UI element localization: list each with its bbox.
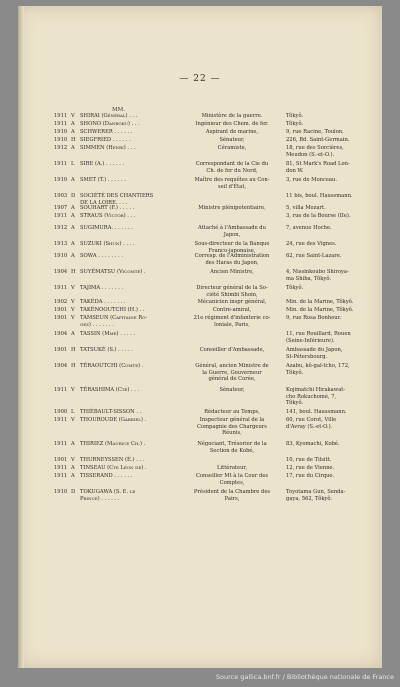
grade-cell: H bbox=[71, 363, 76, 369]
grade-cell: A bbox=[71, 241, 75, 247]
title-cell: Mécanicien inspr général, bbox=[197, 299, 267, 305]
grade-cell: L bbox=[71, 161, 75, 167]
address-cell: 81, St Mark's Road Lon- don W. bbox=[286, 161, 350, 174]
grade-cell: V bbox=[71, 307, 75, 313]
address-cell: Tôkyô. bbox=[286, 285, 304, 291]
grade-cell: H bbox=[71, 137, 76, 143]
grade-cell: A bbox=[71, 441, 75, 447]
name-cell: SUYÉMATSU (Vicomte) . bbox=[80, 269, 146, 275]
year-cell: 1907 bbox=[54, 205, 68, 211]
title-cell: Contre-amiral, bbox=[212, 307, 252, 313]
name-cell: TASSIN (Mme) . . . . . bbox=[80, 331, 136, 337]
title-cell: Ingénieur des Chem. de fer. bbox=[195, 121, 269, 127]
year-cell: 1911 bbox=[54, 473, 68, 479]
title-cell: Rédacteur au Temps, bbox=[204, 409, 260, 415]
name-cell: SMET (T.) . . . . . . bbox=[80, 177, 126, 183]
grade-cell: A bbox=[71, 225, 75, 231]
name-cell: SIMMEN (Henri) . . . bbox=[80, 145, 136, 151]
address-cell: Tôkyô. bbox=[286, 113, 304, 119]
grade-cell: A bbox=[71, 331, 75, 337]
name-cell: SOCIÉTÉ DES CHANTIERS DE LA LOIRE. . . . bbox=[80, 193, 154, 206]
year-cell: 1911 bbox=[54, 441, 68, 447]
title-cell: Maître des requêtes au Con- seil d'État, bbox=[194, 177, 270, 190]
grade-cell: A bbox=[71, 121, 75, 127]
year-cell: 1910 bbox=[54, 129, 68, 135]
grade-cell: A bbox=[71, 473, 75, 479]
year-cell: 1911 bbox=[54, 213, 68, 219]
grade-cell: V bbox=[71, 299, 75, 305]
title-cell: Conseiller Mt à la Cour des Comptes, bbox=[195, 473, 269, 486]
year-cell: 1904 bbox=[54, 269, 68, 275]
name-cell: TAKÉNOOUTCHI (H.) . . bbox=[80, 307, 145, 313]
address-cell: 62, rue Saint-Lazare. bbox=[286, 253, 342, 259]
title-cell: Sous-directeur de la Banque Franco-japonaise, bbox=[194, 241, 270, 254]
grade-cell: A bbox=[71, 145, 75, 151]
name-cell: SIEGFRIED . . . . . . bbox=[80, 137, 131, 143]
title-cell: Céramiste, bbox=[217, 145, 247, 151]
year-cell: 1903 bbox=[54, 193, 68, 199]
name-cell: THIRIEZ (Maurice Ch.) . bbox=[80, 441, 146, 447]
address-cell: Min. de la Marine, Tôkyô. bbox=[286, 299, 354, 305]
name-cell: SOWA . . . . . . . . bbox=[80, 253, 124, 259]
year-cell: 1913 bbox=[54, 241, 68, 247]
source-footer: Source gallica.bnf.fr / Bibliothèque nationale de France bbox=[215, 673, 394, 681]
address-cell: 5, villa Mozart. bbox=[286, 205, 326, 211]
name-cell: TAJIMA . . . . . . . bbox=[80, 285, 124, 291]
address-cell: 24, rue des Vignes. bbox=[286, 241, 337, 247]
year-cell: 1901 bbox=[54, 347, 68, 353]
title-cell: Général, ancien Ministre de la Guerre, Gouverneur général de Corée, bbox=[195, 363, 269, 383]
year-cell: 1900 bbox=[54, 409, 68, 415]
address-cell: 10, rue de Tilsitt. bbox=[286, 457, 332, 463]
grade-cell: L bbox=[71, 409, 75, 415]
year-cell: 1911 bbox=[54, 285, 68, 291]
address-cell: 4, Nissinkoubo Shiroya- ma Shiba, Tôkyô. bbox=[286, 269, 349, 282]
grade-cell: A bbox=[71, 177, 75, 183]
year-cell: 1902 bbox=[54, 299, 68, 305]
document-page bbox=[18, 6, 382, 668]
address-cell: Kojimatchi Hirakawat- cho Rokuchomé, 7, Tôkyô. bbox=[286, 387, 346, 407]
year-cell: 1911 bbox=[54, 417, 68, 423]
year-cell: 1910 bbox=[54, 489, 68, 495]
header-label: MM. bbox=[112, 107, 126, 113]
title-cell: 21e régiment d'infanterie co- loniale, Paris, bbox=[193, 315, 271, 328]
grade-cell: V bbox=[71, 315, 75, 321]
address-cell: 83, Kyomachi, Kobé. bbox=[286, 441, 340, 447]
name-cell: SOUHART (F.) . . . . . bbox=[80, 205, 135, 211]
name-cell: SUZUKI (Shun) . . . . bbox=[80, 241, 135, 247]
title-cell: Corresp. de l'Administration des Haras du Japon, bbox=[194, 253, 270, 266]
title-cell: Littérateur, bbox=[217, 465, 247, 471]
name-cell: STRAUS (Victor) . . . bbox=[80, 213, 136, 219]
year-cell: 1901 bbox=[54, 457, 68, 463]
grade-cell: V bbox=[71, 387, 75, 393]
name-cell: SIRE (A.) . . . . . . bbox=[80, 161, 125, 167]
year-cell: 1911 bbox=[54, 121, 68, 127]
grade-cell: V bbox=[71, 417, 75, 423]
address-cell: Toyotama Gun, Senda- gaya, 562, Tôkyô. bbox=[286, 489, 346, 502]
title-cell: Correspondant de la Cie du Ch. de fer du Nord, bbox=[195, 161, 269, 174]
title-cell: Ancien Ministre, bbox=[210, 269, 254, 275]
address-cell: 60, rue Corot, Ville d'Avray (S.-et-O.). bbox=[286, 417, 337, 430]
title-cell: Attaché à l'Ambassade du Japon, bbox=[198, 225, 266, 238]
grade-cell: A bbox=[71, 129, 75, 135]
grade-cell: A bbox=[71, 465, 75, 471]
name-cell: THOUROUDE (Gabriel) . bbox=[80, 417, 147, 423]
name-cell: TINSEAU (Cte Léon de) . bbox=[80, 465, 147, 471]
name-cell: TAMSEUN (Capitaine Ro- gez) . . . . . . . bbox=[80, 315, 148, 328]
address-cell: 7, avenue Hoche. bbox=[286, 225, 332, 231]
grade-cell: A bbox=[71, 213, 75, 219]
year-cell: 1910 bbox=[54, 137, 68, 143]
grade-cell: V bbox=[71, 285, 75, 291]
address-cell: 11, rue Rouillard, Rouen (Seine-Inférieure). bbox=[286, 331, 351, 344]
name-cell: TÉRAOUTCHI (Comte) . bbox=[80, 363, 144, 369]
page-number: — 22 — bbox=[179, 74, 221, 84]
address-cell: 141, boul. Haussmann. bbox=[286, 409, 347, 415]
address-cell: 12, rue de Vienne. bbox=[286, 465, 335, 471]
grade-cell: V bbox=[71, 113, 75, 119]
year-cell: 1901 bbox=[54, 315, 68, 321]
address-cell: 3, rue de la Bourse (IIe). bbox=[286, 213, 351, 219]
year-cell: 1911 bbox=[54, 387, 68, 393]
year-cell: 1912 bbox=[54, 145, 68, 151]
year-cell: 1910 bbox=[54, 177, 68, 183]
name-cell: THURNEYSSEN (É.) . . . bbox=[80, 457, 145, 463]
title-cell: Ministère de la guerre. bbox=[201, 113, 263, 119]
name-cell: TAKÉDA . . . . . . . bbox=[80, 299, 126, 305]
year-cell: 1912 bbox=[54, 225, 68, 231]
title-cell: Inspecteur général de la Compagnie des Chargeurs Réunis, bbox=[197, 417, 267, 437]
grade-cell: A bbox=[71, 205, 75, 211]
year-cell: 1904 bbox=[54, 363, 68, 369]
name-cell: SCHWERER . . . . . . bbox=[80, 129, 133, 135]
name-cell: SHIRAI (Général) . . . bbox=[80, 113, 138, 119]
name-cell: SHONO (Danroku) . . . bbox=[80, 121, 140, 127]
name-cell: THIÉBAULT-SISSON . . bbox=[80, 409, 142, 415]
title-cell: Sénateur, bbox=[219, 137, 245, 143]
year-cell: 1901 bbox=[54, 307, 68, 313]
title-cell: Aspirant de marine, bbox=[205, 129, 259, 135]
page-spine-shadow bbox=[18, 6, 24, 668]
grade-cell: D bbox=[71, 489, 76, 495]
name-cell: TATSUKÉ (S.) . . . . . bbox=[80, 347, 133, 353]
year-cell: 1911 bbox=[54, 161, 68, 167]
name-cell: TOKUGAWA (S. E. le Prince) . . . . . . bbox=[80, 489, 136, 502]
year-cell: 1910 bbox=[54, 253, 68, 259]
title-cell: Conseiller d'Ambassade, bbox=[199, 347, 265, 353]
address-cell: 226, Bd. Saint-Germain. bbox=[286, 137, 350, 143]
address-cell: 18, rue des Sorcières, Meudon (S.-et-O.). bbox=[286, 145, 344, 158]
year-cell: 1911 bbox=[54, 465, 68, 471]
name-cell: SUGIMURA. . . . . . . bbox=[80, 225, 133, 231]
grade-cell: H bbox=[71, 269, 76, 275]
grade-cell: A bbox=[71, 253, 75, 259]
address-cell: Azabu, kô-gaï-tcho, 172, Tôkyô. bbox=[286, 363, 350, 376]
address-cell: Ambassade du Japon, St-Pétersbourg. bbox=[286, 347, 343, 360]
address-cell: 17, rue du Cirque. bbox=[286, 473, 335, 479]
title-cell: Président de la Chambre des Pairs, bbox=[193, 489, 271, 502]
address-cell: Min. de la Marine, Tôkyô. bbox=[286, 307, 354, 313]
year-cell: 1911 bbox=[54, 113, 68, 119]
grade-cell: H bbox=[71, 347, 76, 353]
title-cell: Sénateur, bbox=[219, 387, 245, 393]
address-cell: 3, rue de Monceau. bbox=[286, 177, 338, 183]
address-cell: 11 bis, boul. Haussmann. bbox=[286, 193, 353, 199]
title-cell: Négociant, Trésorier de la Section de Kobé, bbox=[197, 441, 267, 454]
name-cell: TISSERAND . . . . . . bbox=[80, 473, 133, 479]
address-cell: Tôkyô. bbox=[286, 121, 304, 127]
grade-cell: D bbox=[71, 193, 76, 199]
year-cell: 1904 bbox=[54, 331, 68, 337]
address-cell: 9, rue Rosa Bonheur. bbox=[286, 315, 342, 321]
address-cell: 9, rue Racine, Toulon. bbox=[286, 129, 344, 135]
title-cell: Directeur général de la So- ciété Shimbi Shoin, bbox=[196, 285, 268, 298]
grade-cell: V bbox=[71, 457, 75, 463]
name-cell: TÉRASHIMA (Cte) . . . bbox=[80, 387, 140, 393]
title-cell: Ministre plénipotentiaire, bbox=[198, 205, 266, 211]
